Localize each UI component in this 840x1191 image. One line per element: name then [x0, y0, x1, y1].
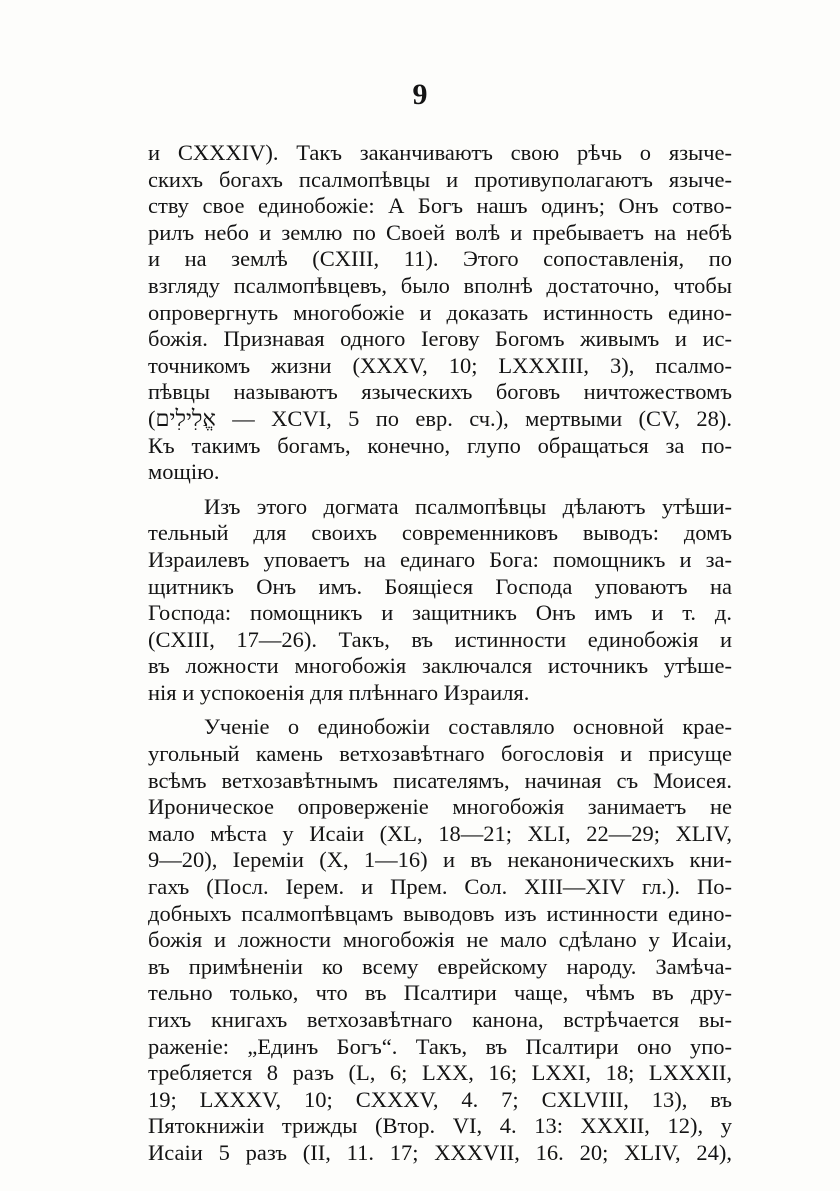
- text-line: нія и успокоенія для плѣннаго Израиля.: [148, 679, 530, 705]
- text-line: 9—20), Іереміи (X, 1—16) и въ неканоническихъ кни-: [148, 847, 732, 873]
- page-number: 9: [412, 78, 428, 111]
- text-line: въ ложности многобожія заключался источникъ утѣше-: [148, 653, 732, 679]
- text-line: въ примѣненіи ко всему еврейскому народу. Замѣча-: [148, 953, 732, 979]
- text-line: тельный для своихъ современниковъ выводъ: домъ: [148, 520, 732, 546]
- text-line: гахъ (Посл. Іерем. и Прем. Сол. XIII—XIV гл.). По-: [148, 874, 732, 900]
- text-line: божія и ложности многобожія не мало сдѣлано у Исаіи,: [148, 927, 732, 953]
- text-line: раженіе: „Единъ Богъ“. Такъ, въ Псалтири оно упо-: [148, 1033, 732, 1059]
- text-line: точникомъ жизни (XXXV, 10; LXXXIII, 3), псалмо-: [148, 352, 732, 378]
- text-line: всѣмъ ветхозавѣтнымъ писателямъ, начиная съ Моисея.: [148, 767, 732, 793]
- text-line: Господа: помощникъ и защитникъ Онъ имъ и т. д.: [148, 600, 732, 626]
- text-line: Израилевъ уповаетъ на единаго Бога: помощникъ и за-: [148, 546, 732, 572]
- text-line: и на землѣ (CXIII, 11). Этого сопоставленія, по: [148, 246, 732, 272]
- text-line: (אֱלִילִים — XCVI, 5 по евр. сч.), мертвыми (CV, 28).: [148, 405, 732, 431]
- text-line: гихъ книгахъ ветхозавѣтнаго канона, встрѣчается вы-: [148, 1007, 732, 1032]
- text-line: добныхъ псалмопѣвцамъ выводовъ изъ истинности едино-: [148, 900, 732, 926]
- text-line: рилъ небо и землю по Своей волѣ и пребываетъ на небѣ: [148, 219, 732, 245]
- text-line: Пятокнижіи трижды (Втор. VI, 4. 13: XXXII, 12), у: [148, 1113, 732, 1139]
- text-line: пѣвцы называютъ языческихъ боговъ ничтожествомъ: [148, 379, 732, 405]
- text-line: требляется 8 разъ (L, 6; LXX, 16; LXXI, 18; LXXXII,: [148, 1060, 732, 1086]
- text-line: божія. Признавая одного Іегову Богомъ живымъ и ис-: [148, 326, 732, 352]
- text-line: Исаіи 5 разъ (II, 11. 17; XXXVII, 16. 20; XLIV, 24),: [148, 1139, 732, 1165]
- text-line: опровергнуть многобожіе и доказать истинность едино-: [148, 299, 732, 325]
- text-line: Ироническое опроверженіе многобожія занимаетъ не: [148, 794, 732, 820]
- text-line: щитникъ Онъ имъ. Боящіеся Господа уповаютъ на: [148, 573, 732, 599]
- text-line: мало мѣста у Исаіи (XL, 18—21; XLI, 22—29; XLIV,: [148, 820, 732, 846]
- text-line: мощію.: [148, 459, 220, 485]
- text-line: скихъ богахъ псалмопѣвцы и противуполагаютъ языче-: [148, 166, 732, 192]
- text-line: угольный камень ветхозавѣтнаго богословія и присуще: [148, 741, 732, 767]
- text-line: Къ такимъ богамъ, конечно, глупо обращаться за по-: [148, 432, 732, 458]
- text-line: 19; LXXXV, 10; CXXXV, 4. 7; CXLVIII, 13), въ: [148, 1086, 732, 1112]
- text-line: Изъ этого догмата псалмопѣвцы дѣлаютъ утѣши-: [204, 493, 732, 519]
- text-line: и CXXXIV). Такъ заканчиваютъ свою рѣчь о языче-: [148, 140, 732, 165]
- text-line: (CXIII, 17—26). Такъ, въ истинности единобожія и: [148, 626, 732, 652]
- text-line: Ученіе о единобожіи составляло основной крае-: [204, 714, 732, 740]
- text-line: тельно только, что въ Псалтири чаще, чѣмъ въ дру-: [148, 980, 732, 1006]
- text-line: взгляду псалмопѣвцевъ, было вполнѣ достаточно, чтобы: [148, 272, 732, 298]
- page-body: [148, 140, 732, 1167]
- text-line: ству свое единобожіе: А Богъ нашъ одинъ; Онъ сотво-: [148, 193, 732, 219]
